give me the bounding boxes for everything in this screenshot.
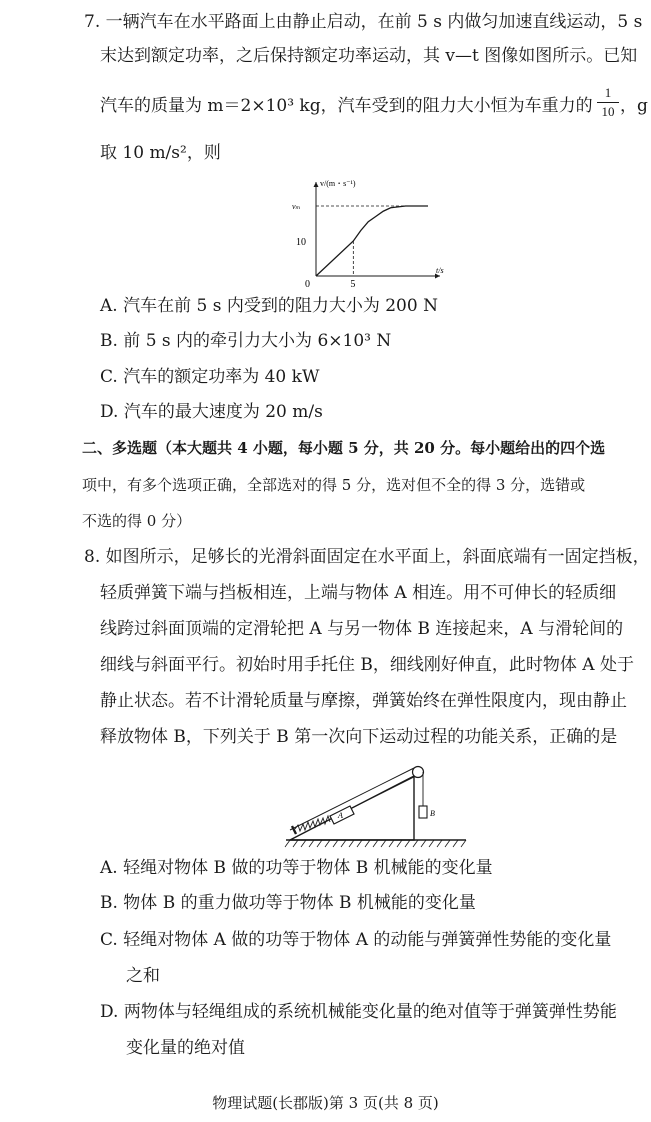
section2-line-1: 二、多选题（本大题共 4 小题，每小题 5 分，共 20 分。每小题给出的四个选: [82, 439, 606, 457]
y-axis-label: v/(m・s⁻¹): [320, 180, 356, 188]
q8-line-6: 释放物体 B，下列关于 B 第一次向下运动过程的功能关系，正确的是: [100, 727, 618, 747]
vt-guides: [316, 206, 406, 276]
q7-line-2: 末达到额定功率，之后保持额定功率运动，其 v—t 图像如图所示。已知: [100, 46, 638, 66]
y-tick-label-vm: vₘ: [292, 202, 301, 211]
y-tick-label-10: 10: [296, 237, 306, 248]
q8-line-1: 8. 如图所示，足够长的光滑斜面固定在水平面上，斜面底端有一固定挡板，: [84, 547, 650, 567]
vt-graph: [280, 180, 460, 292]
q7-line-3b: ，g: [620, 96, 648, 116]
q8-option-d: D. 两物体与轻绳组成的系统机械能变化量的绝对值等于弹簧弹性势能: [100, 1002, 617, 1022]
fraction-numerator: 1: [604, 85, 612, 100]
section2-line-3: 不选的得 0 分）: [82, 512, 192, 530]
pulley: [413, 767, 424, 778]
q8-option-b: B. 物体 B 的重力做功等于物体 B 机械能的变化量: [100, 893, 476, 913]
x-axis-label: t/s: [436, 266, 444, 275]
fraction-denominator: 10: [601, 104, 615, 119]
x-tick-label-5: 5: [350, 279, 356, 290]
q8-line-2: 轻质弹簧下端与挡板相连，上端与物体 A 相连。用不可伸长的轻质细: [100, 583, 617, 603]
ground-hatching: [285, 840, 466, 847]
q7-line-4: 取 10 m/s²，则: [100, 143, 221, 163]
page-footer: 物理试题(长郡版)第 3 页(共 8 页): [212, 1094, 439, 1112]
vt-axes: [314, 182, 441, 279]
q7-option-a: A. 汽车在前 5 s 内受到的阻力大小为 200 N: [100, 296, 438, 316]
block-a-label: A: [338, 811, 343, 820]
q7-option-b: B. 前 5 s 内的牵引力大小为 6×10³ N: [100, 331, 392, 351]
q8-option-a: A. 轻绳对物体 B 做的功等于物体 B 机械能的变化量: [100, 858, 493, 878]
q8-option-d-cont: 变化量的绝对值: [126, 1038, 245, 1058]
fraction-bar: [597, 102, 619, 103]
q8-line-3: 线跨过斜面顶端的定滑轮把 A 与另一物体 B 连接起来，A 与滑轮间的: [100, 619, 624, 639]
q8-line-5: 静止状态。若不计滑轮质量与摩擦，弹簧始终在弹性限度内，现由静止: [100, 691, 627, 711]
y-axis-arrow: [314, 182, 319, 187]
vt-curve: [316, 206, 428, 276]
x-tick-label-0: 0: [305, 279, 310, 290]
q8-line-4: 细线与斜面平行。初始时用手托住 B，细线刚好伸直，此时物体 A 处于: [100, 655, 634, 675]
q7-line-3a: 汽车的质量为 m＝2×10³ kg，汽车受到的阻力大小恒为车重力的: [100, 96, 593, 116]
q7-fraction: [597, 85, 619, 120]
q7-line-1: 7. 一辆汽车在水平路面上由静止启动，在前 5 s 内做匀加速直线运动，5 s: [84, 12, 643, 32]
q8-option-c: C. 轻绳对物体 A 做的功等于物体 A 的动能与弹簧弹性势能的变化量: [100, 930, 612, 950]
q7-option-c: C. 汽车的额定功率为 40 kW: [100, 367, 320, 387]
block-b: [419, 806, 427, 818]
section2-line-2: 项中，有多个选项正确，全部选对的得 5 分，选对但不全的得 3 分，选错或: [82, 476, 586, 494]
q7-option-d: D. 汽车的最大速度为 20 m/s: [100, 402, 323, 422]
string-incline: [352, 777, 414, 808]
q8-option-c-cont: 之和: [126, 966, 160, 986]
block-b-label: B: [430, 809, 435, 818]
incline-diagram: [280, 760, 470, 850]
incline-surface: [290, 768, 414, 830]
